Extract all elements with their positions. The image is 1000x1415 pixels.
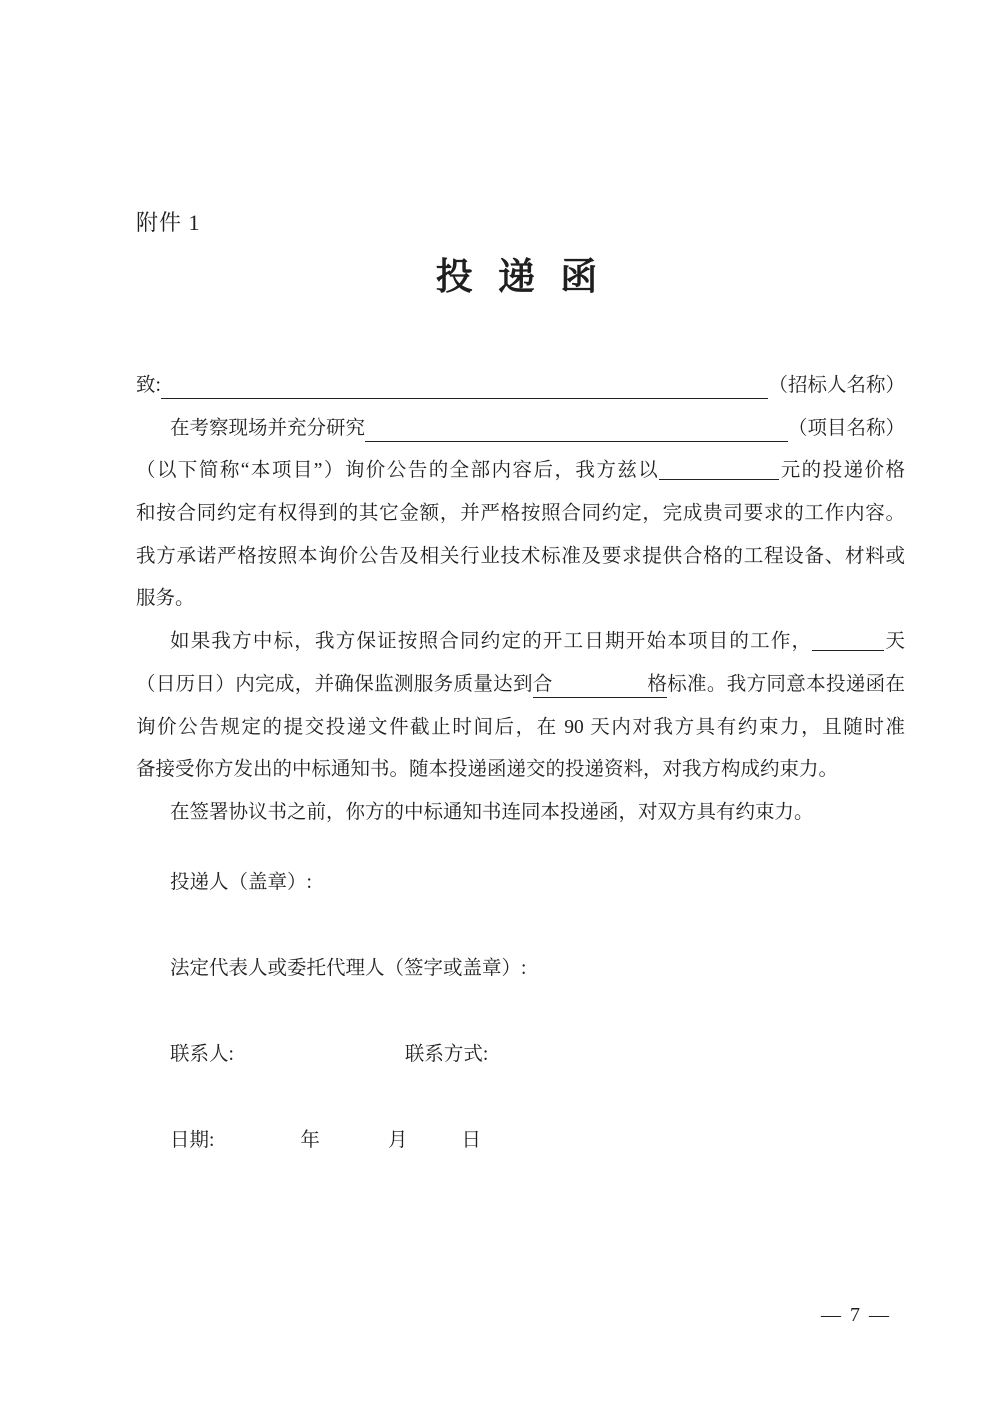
para1-line4: 服务。 (136, 588, 195, 610)
para1-line3: 我方承诺严格按照本询价公告及相关行业技术标准及要求提供合格的工程设备、材料或 (136, 545, 905, 567)
contact-line (136, 1033, 905, 1076)
date-line (136, 1119, 905, 1162)
para2-line2-text-b: 标准。我方同意本投递函在 (666, 673, 905, 695)
tenderer-name-note: （招标人名称） (768, 375, 905, 396)
document-content (136, 0, 905, 1337)
document-body (136, 365, 905, 835)
days-blank-field (812, 650, 884, 651)
para2-line1-text-b: 天 (884, 631, 905, 653)
para2-line2-text-a: （日历日）内完成，并确保监测服务质量达到 (136, 673, 533, 695)
para1-line1 (136, 450, 905, 493)
submitter-seal-line: 投递人（盖章）: (170, 871, 312, 893)
month-label: 月 (387, 1129, 408, 1151)
document-title: 投 递 函 (435, 257, 606, 298)
project-name-blank-field (365, 408, 788, 442)
para2-line1-text-a: 如果我方中标，我方保证按照合同约定的开工日期开始本项目的工作， (170, 631, 813, 653)
quality-standard-field: 合格 (533, 672, 667, 698)
project-name-note: （项目名称） (787, 417, 905, 439)
date-label: 日期: (170, 1129, 215, 1151)
attachment-label: 附件 1 (136, 210, 201, 235)
year-label: 年 (300, 1129, 320, 1151)
para1-line1-text-a: （以下简称“本项目”）询价公告的全部内容后，我方兹以 (136, 460, 660, 482)
para2-line4: 备接受你方发出的中标通知书。随本投递函递交的投递资料，对我方构成约束力。 (136, 759, 839, 781)
para2-line3: 询价公告规定的提交投递文件截止时间后，在 90 天内对我方具有约束力，且随时准 (136, 716, 905, 738)
project-line (136, 408, 905, 451)
price-blank-field (659, 479, 779, 480)
page-number: — 7 — (821, 1303, 891, 1326)
para3-line1: 在签署协议书之前，你方的中标通知书连同本投递函，对双方具有约束力。 (170, 801, 814, 823)
tenderer-name-blank-field (161, 365, 769, 399)
para2-line2 (136, 664, 905, 707)
para2-line1 (136, 621, 905, 664)
day-label: 日 (461, 1129, 481, 1151)
para1-line2: 和按合同约定有权得到的其它金额，并严格按照合同约定，完成贵司要求的工作内容。 (136, 503, 905, 525)
contact-person-label: 联系人: (170, 1043, 234, 1065)
legal-representative-line: 法定代表人或委托代理人（签字或盖章）: (170, 957, 527, 979)
addressee-label: 致: (136, 375, 161, 396)
addressee-line (136, 365, 905, 408)
contact-method-label: 联系方式: (404, 1043, 489, 1065)
signature-block (136, 861, 905, 1162)
project-lead-text: 在考察现场并充分研究 (170, 417, 366, 439)
para1-line1-text-b: 元的投递价格 (779, 460, 905, 482)
